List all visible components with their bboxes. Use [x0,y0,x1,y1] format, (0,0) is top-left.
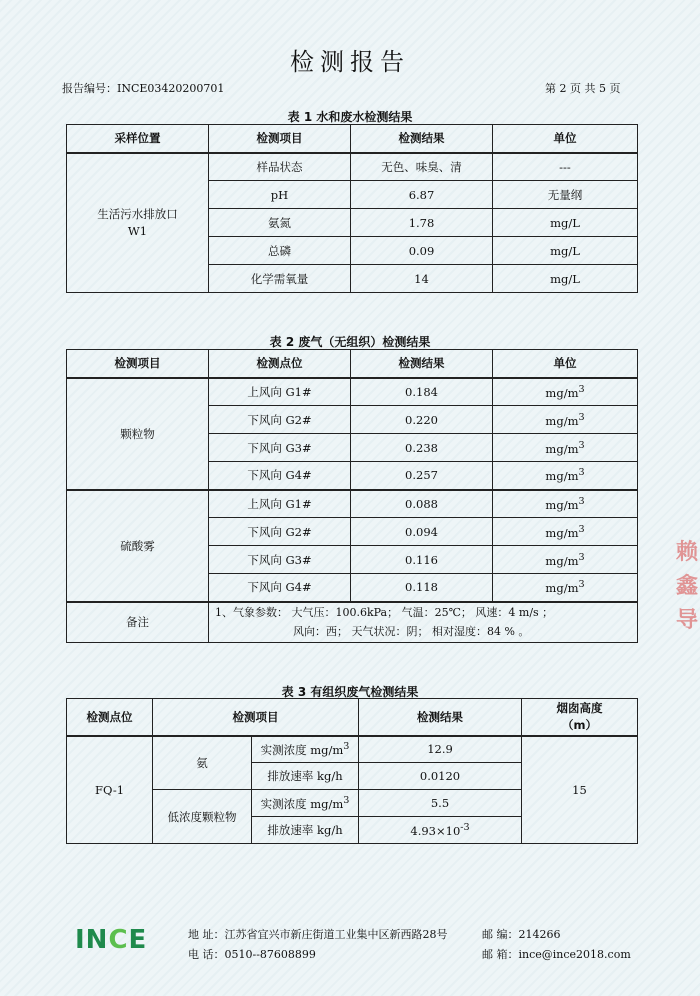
column-header: 检测项目 [153,699,359,736]
pollutant-name: 颗粒物 [67,378,209,490]
pollutant-name: 低浓度颗粒物 [153,790,252,844]
company-logo: INCE [75,925,148,955]
test-item: pH [209,181,351,209]
phone-line [188,946,316,962]
test-item: 化学需氧量 [209,265,351,293]
test-unit: mg/L [493,237,638,265]
table2-caption: 表 2 废气（无组织）检测结果 [269,335,431,349]
test-unit: $mg/m^3$ [493,518,638,546]
test-result: 14 [351,265,493,293]
test-unit: $mg/m^3$ [493,406,638,434]
parameter: 实测浓度 $mg/m^3$ [252,736,359,763]
stack-gas-table [66,698,638,844]
table-header-row [67,125,638,153]
sampling-point: 上风向 G1# [209,490,351,518]
report-number: 报告编号：INCE03420200701 [62,82,225,95]
test-result: 0.184 [351,378,493,406]
fugitive-gas-table [66,349,638,643]
postcode-label: 邮 编： [482,928,519,941]
pollutant-name: 硫酸雾 [67,490,209,602]
table1-caption: 表 1 水和废水检测结果 [287,110,413,124]
test-result: 0.238 [351,434,493,462]
test-result: 0.220 [351,406,493,434]
stamp-char: 赖 [676,539,699,565]
address-value: 江苏省宜兴市新庄街道工业集中区新西路28号 [224,928,448,941]
table-header-row [67,699,638,736]
test-item: 总磷 [209,237,351,265]
test-result: 0.088 [351,490,493,518]
parameter: 实测浓度 $mg/m^3$ [252,790,359,817]
test-result: 12.9 [359,736,522,763]
page-title: 检测报告 [290,48,410,76]
test-result: 0.0120 [359,763,522,790]
sampling-point: 下风向 G3# [209,434,351,462]
sampling-point: 下风向 G2# [209,518,351,546]
test-unit: $mg/m^3$ [493,434,638,462]
column-header: 检测点位 [209,350,351,378]
postcode-value: 214266 [518,928,561,941]
remark-row [67,602,638,643]
column-header: 烟囱高度 （m） [522,699,638,736]
chimney-height: 15 [522,736,638,844]
table-row [67,736,638,763]
test-result: 0.118 [351,574,493,602]
email-value: ince@ince2018.com [518,948,631,961]
column-header: 检测项目 [67,350,209,378]
location-name: 生活污水排放口 [97,206,178,221]
table-header-row [67,350,638,378]
test-result: 1.78 [351,209,493,237]
remark-label: 备注 [67,602,209,643]
test-result: $4.93\times 10^{-3}$ [359,817,522,844]
column-header: 检测结果 [351,350,493,378]
address-label: 地 址： [188,928,225,941]
test-unit: $mg/m^3$ [493,546,638,574]
column-header: 单位 [493,125,638,153]
test-result: 6.87 [351,181,493,209]
column-header: 采样位置 [67,125,209,153]
remark-text [209,602,638,643]
test-result: 无色、味臭、清 [351,153,493,181]
page-info: 第 2 页 共 5 页 [545,82,621,95]
test-result: 5.5 [359,790,522,817]
sampling-point: 上风向 G1# [209,378,351,406]
column-header: 检测点位 [67,699,153,736]
test-result: 0.116 [351,546,493,574]
table-row [67,153,638,181]
postcode-line [482,926,561,942]
location-code: W1 [127,223,148,238]
test-result: 0.257 [351,462,493,490]
column-header: 检测结果 [351,125,493,153]
test-unit: 无量纲 [493,181,638,209]
sampling-point: 下风向 G4# [209,574,351,602]
table3-caption: 表 3 有组织废气检测结果 [281,685,419,699]
weather-line-1: 1、气象参数： 大气压：100.6kPa； 气温：25℃； 风速：4 m/s ； [215,606,554,620]
parameter: 排放速率 kg/h [252,763,359,790]
phone-value: 0510--87608899 [224,948,316,961]
pollutant-name: 氨 [153,736,252,790]
test-unit: mg/L [493,265,638,293]
email-line [482,946,631,962]
test-unit: $mg/m^3$ [493,462,638,490]
test-unit: mg/L [493,209,638,237]
test-item: 氨氮 [209,209,351,237]
table-row [67,378,638,406]
address-line [188,926,448,942]
stack-point: FQ-1 [67,736,153,844]
test-unit: --- [493,153,638,181]
column-header: 单位 [493,350,638,378]
test-unit: $mg/m^3$ [493,490,638,518]
test-item: 样品状态 [209,153,351,181]
water-results-table [66,124,638,293]
phone-label: 电 话： [188,948,225,961]
sampling-location [67,153,209,293]
table-row [67,490,638,518]
stamp-char: 导 [676,607,699,633]
red-seal-stamp [676,535,700,637]
test-result: 0.09 [351,237,493,265]
column-header: 检测结果 [359,699,522,736]
test-unit: $mg/m^3$ [493,378,638,406]
test-unit: $mg/m^3$ [493,574,638,602]
parameter: 排放速率 kg/h [252,817,359,844]
email-label: 邮 箱： [482,948,519,961]
test-result: 0.094 [351,518,493,546]
column-header: 检测项目 [209,125,351,153]
sampling-point: 下风向 G4# [209,462,351,490]
sampling-point: 下风向 G3# [209,546,351,574]
weather-line-2: 风向：西； 天气状况：阴； 相对湿度：84 % 。 [293,625,530,639]
sampling-point: 下风向 G2# [209,406,351,434]
stamp-char: 鑫 [676,573,699,599]
